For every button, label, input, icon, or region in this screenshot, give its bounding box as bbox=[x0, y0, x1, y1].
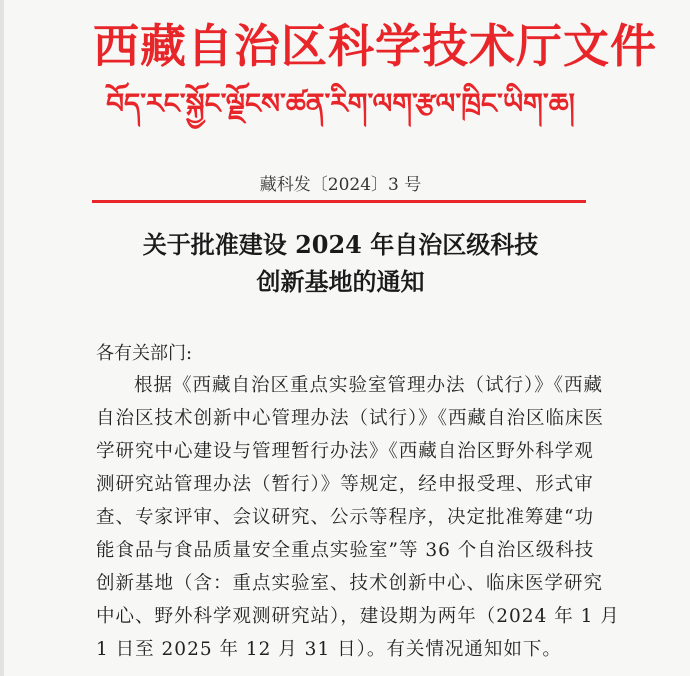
issuing-authority-title: 西藏自治区科学技术厅文件 bbox=[93, 19, 657, 73]
body-line: 学研究中心建设与管理暂行办法》《西藏自治区野外科学观 bbox=[96, 441, 594, 462]
notice-title-line-2: 创新基地的通知 bbox=[256, 267, 425, 296]
body-line: 1 日至 2025 年 12 月 31 日）。有关情况通知如下。 bbox=[96, 639, 562, 660]
body-line: 中心、野外科学观测研究站），建设期为两年（2024 年 1 月 bbox=[96, 606, 620, 627]
notice-title-line-1: 关于批准建设 2024 年自治区级科技 bbox=[142, 230, 539, 259]
body-line: 能食品与食品质量安全重点实验室”等 36 个自治区级科技 bbox=[96, 540, 595, 561]
body-line: 自治区技术创新中心管理办法（试行）》《西藏自治区临床医 bbox=[96, 408, 605, 429]
red-divider bbox=[92, 200, 586, 203]
document-number: 藏科发〔2024〕3 号 bbox=[259, 175, 422, 195]
body-line: 创新基地（含：重点实验室、技术创新中心、临床医学研究 bbox=[96, 573, 604, 594]
tibetan-authority-title: བོད་རང་སྐྱོང་ལྗོངས་ཚན་རིག་ལག་རྩལ་ཁྲིང་ཡིག་ཆ། bbox=[106, 87, 575, 120]
body-line: 根据《西藏自治区重点实验室管理办法（试行）》《西藏 bbox=[134, 375, 604, 396]
scan-edge bbox=[0, 0, 4, 676]
body-line: 查、专家评审、会议研究、公示等程序，决定批准筹建“功 bbox=[96, 507, 594, 528]
salutation: 各有关部门: bbox=[96, 343, 193, 364]
body-line: 测研究站管理办法（暂行）》等规定，经申报受理、形式审 bbox=[96, 474, 594, 495]
